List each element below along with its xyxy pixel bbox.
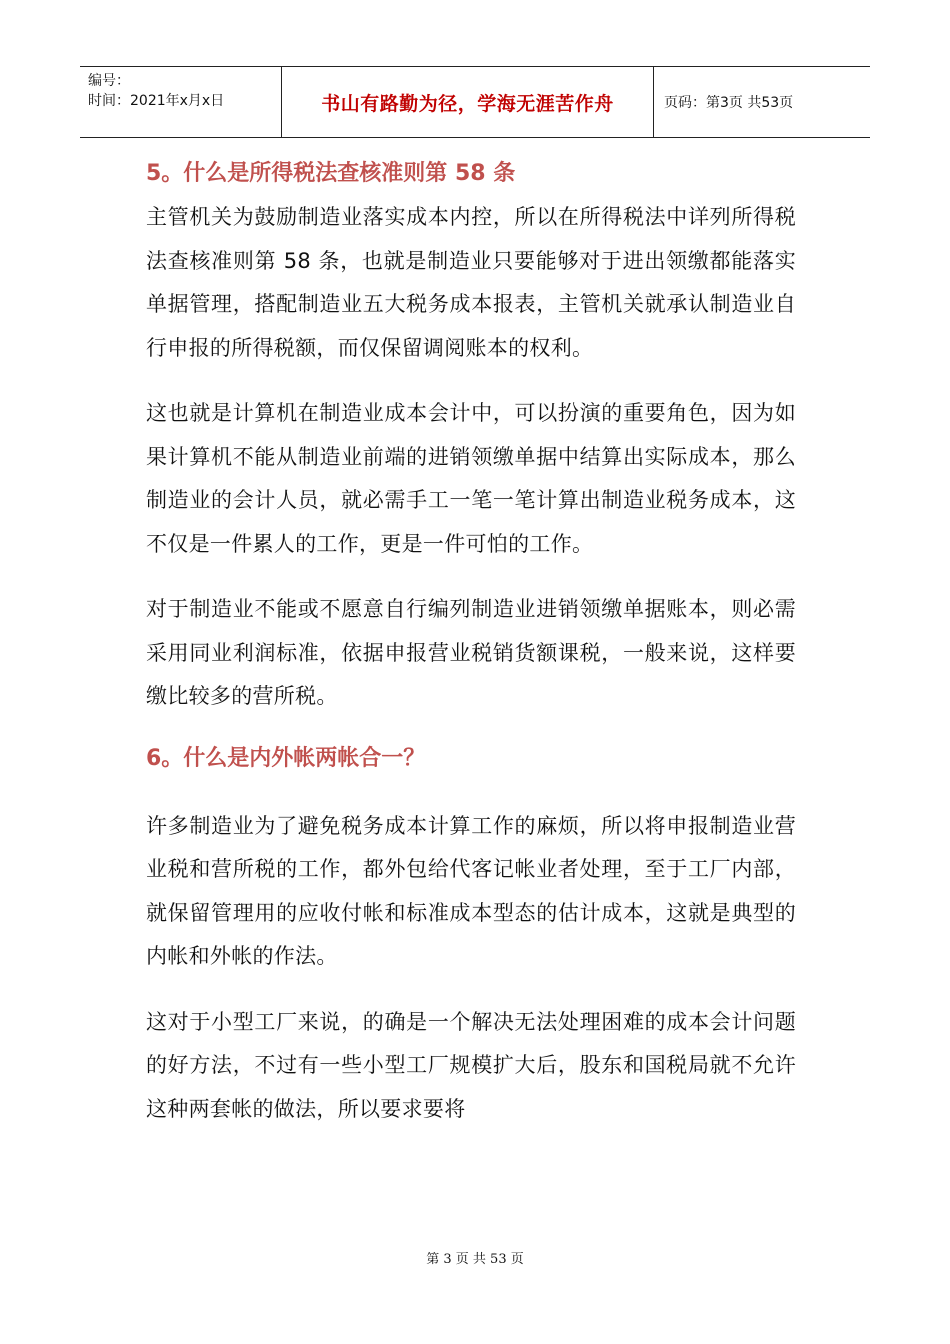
section-5-paragraph-1: 主管机关为鼓励制造业落实成本内控，所以在所得税法中详列所得税法查核准则第 58 条，也就是制造业只要能够对于进出领缴都能落实单据管理，搭配制造业五大税务成本报表，主管机关就承认制造业自行申报的所得税额，而仅保留调阅账本的权利。	[146, 205, 796, 360]
document-number-label: 编号：	[88, 73, 130, 89]
page-header	[80, 66, 870, 138]
header-page-code-cell	[654, 67, 870, 137]
section-heading-5: 5。什么是所得税法查核准则第 58 条	[146, 161, 516, 186]
header-page-code: 页码：第3页 共53页	[664, 95, 794, 111]
section-5-paragraph-2: 这也就是计算机在制造业成本会计中，可以扮演的重要角色，因为如果计算机不能从制造业前端的进销领缴单据中结算出实际成本，那么制造业的会计人员，就必需手工一笔一笔计算出制造业税务成本，这不仅是一件累人的工作，更是一件可怕的工作。	[146, 401, 796, 556]
page-footer: 第 3 页 共 53 页	[426, 1252, 524, 1267]
header-motto-cell	[282, 67, 654, 137]
document-body	[146, 152, 796, 1131]
section-6-paragraph-1: 许多制造业为了避免税务成本计算工作的麻烦，所以将申报制造业营业税和营所税的工作，都外包给代客记帐业者处理，至于工厂内部，就保留管理用的应收付帐和标准成本型态的估计成本，这就是典型的内帐和外帐的作法。	[146, 813, 796, 968]
header-meta	[80, 67, 282, 137]
section-heading-6: 6。什么是内外帐两帐合一？	[146, 745, 426, 771]
section-6-paragraph-2: 这对于小型工厂来说，的确是一个解决无法处理困难的成本会计问题的好方法，不过有一些小型工厂规模扩大后，股东和国税局就不允许这种两套帐的做法，所以要求要将	[146, 1009, 796, 1121]
document-time-label: 时间：2021年x月x日	[88, 93, 225, 109]
header-motto: 书山有路勤为径，学海无涯苦作舟	[321, 92, 614, 115]
section-5-paragraph-3: 对于制造业不能或不愿意自行编列制造业进销领缴单据账本，则必需采用同业利润标准，依据申报营业税销货额课税，一般来说，这样要缴比较多的营所税。	[146, 597, 796, 708]
